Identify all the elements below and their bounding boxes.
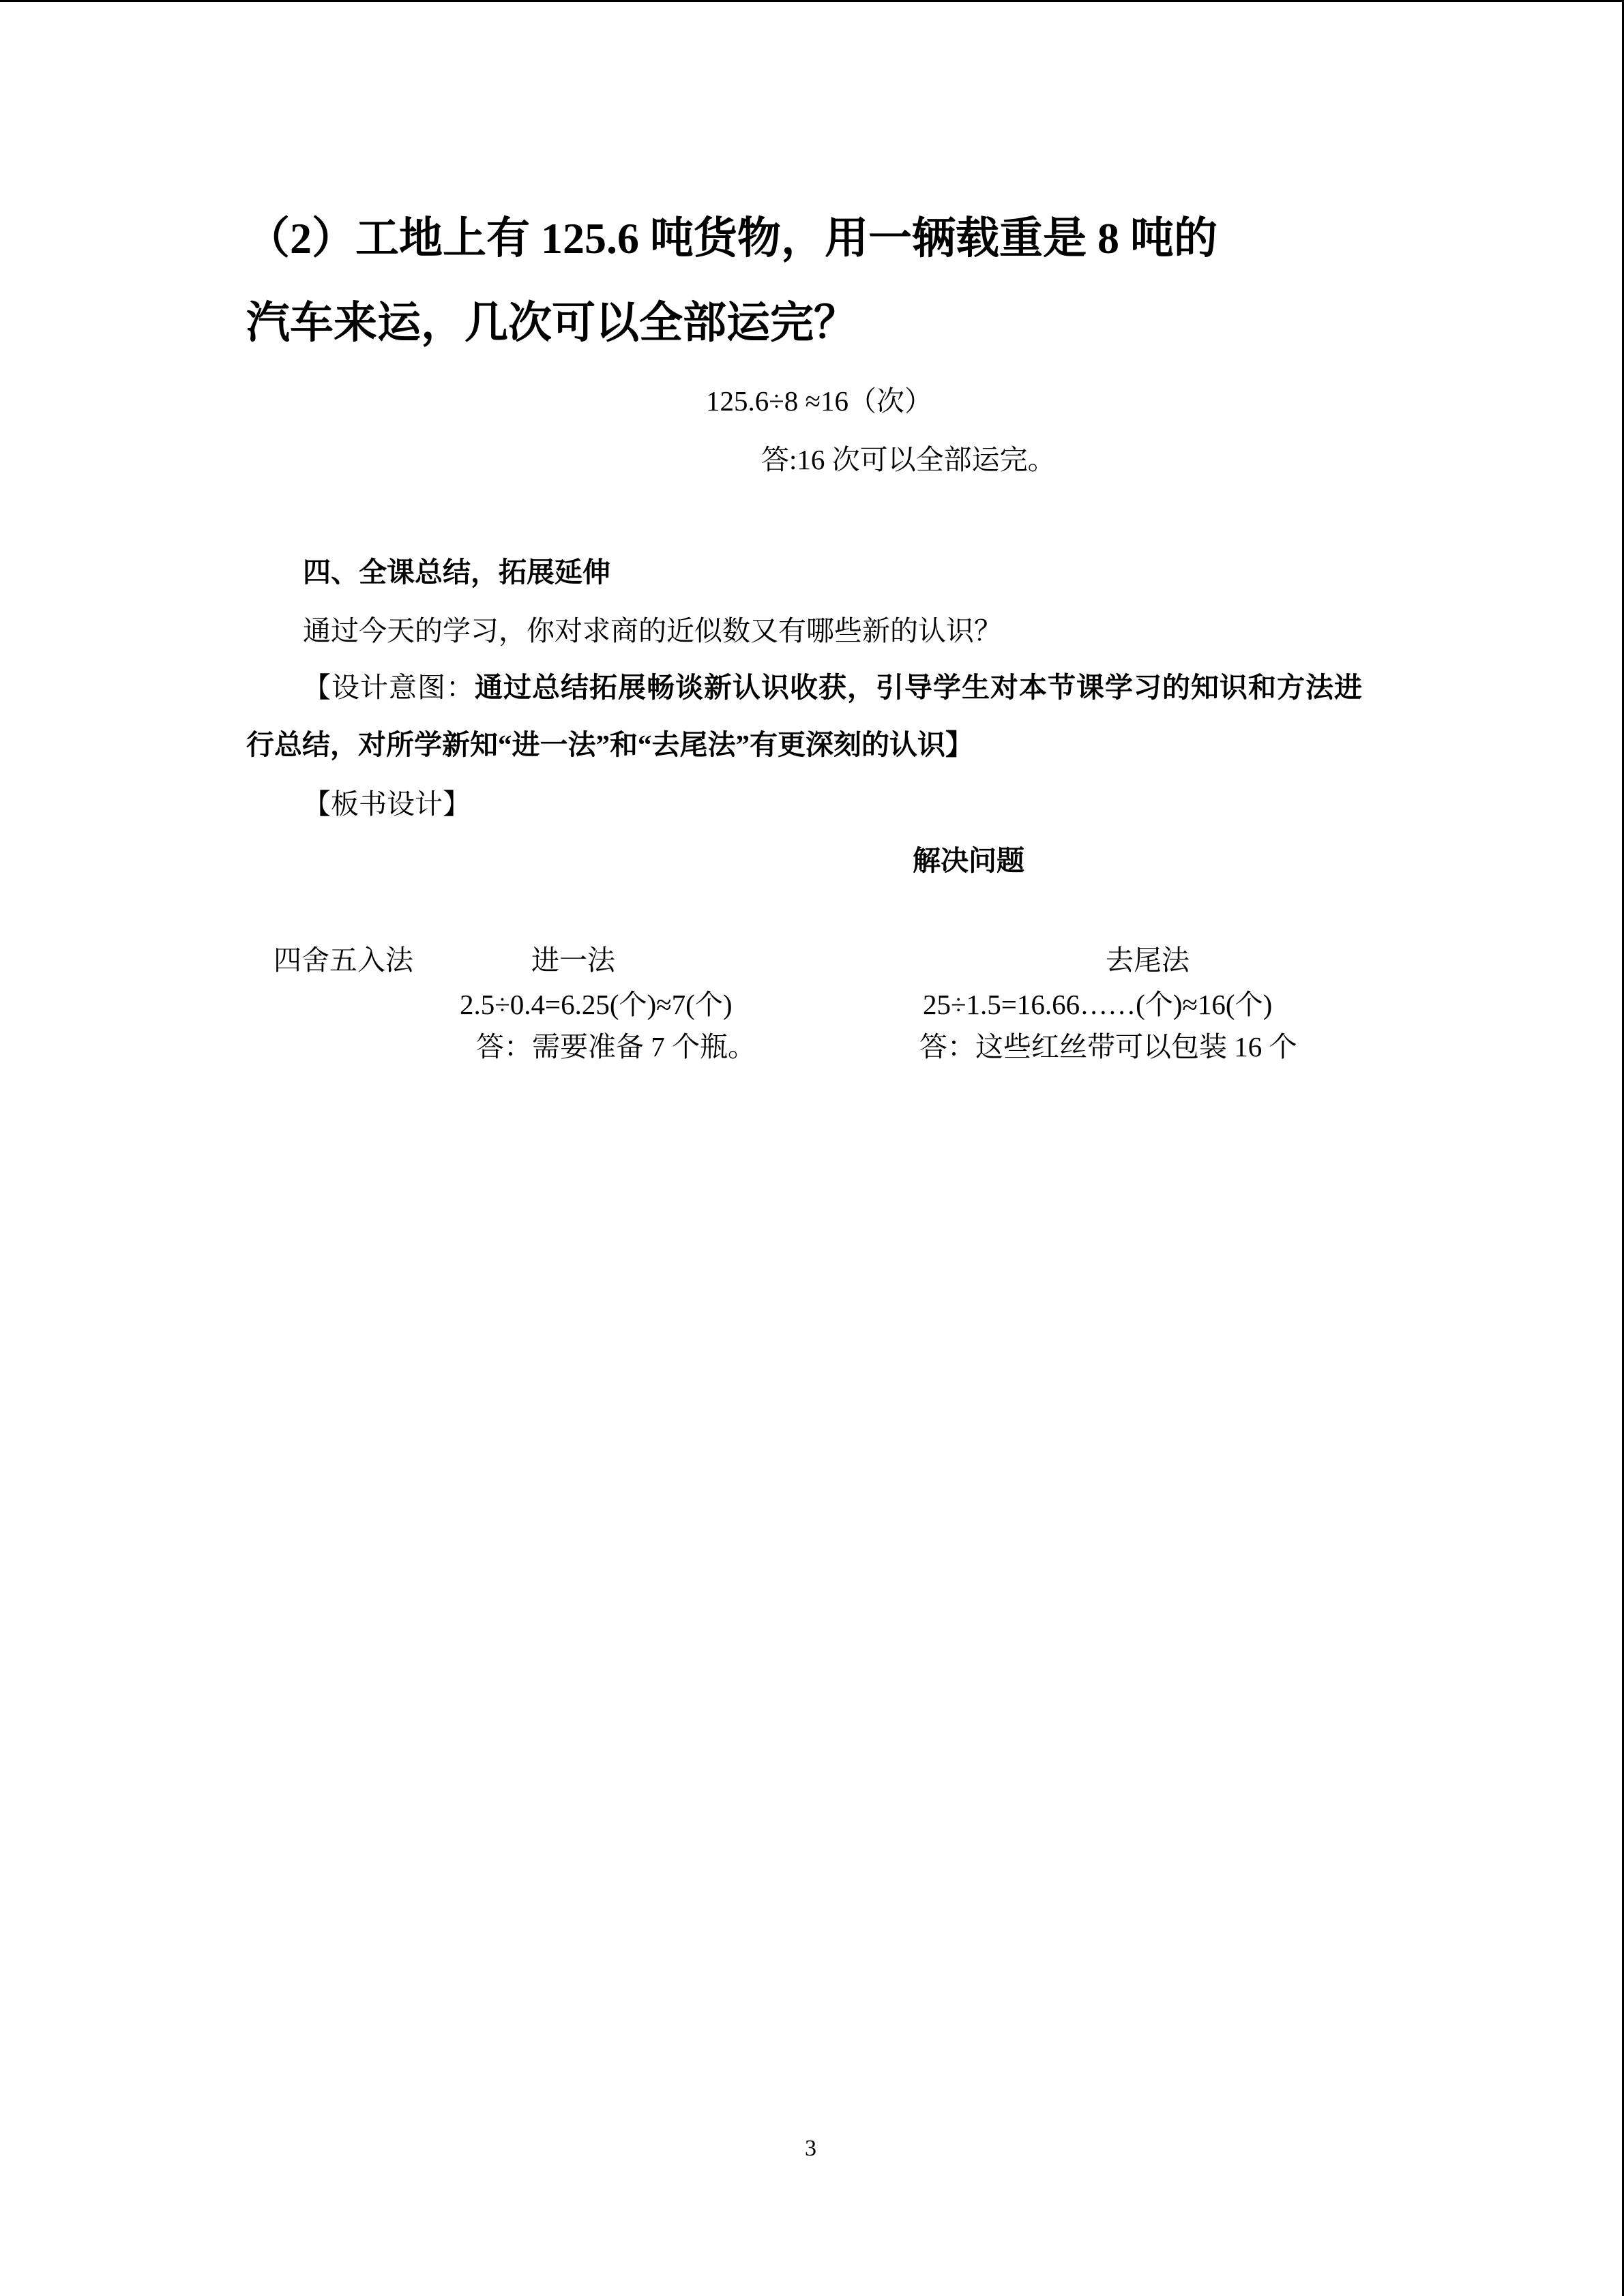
page-border-top xyxy=(0,0,1624,2)
design-intent-line-2: 行总结，对所学新知“进一法”和“去尾法”有更深刻的认识】 xyxy=(246,729,973,760)
problem-answer: 答:16 次可以全部运完。 xyxy=(761,444,1056,475)
board-round-up-label: 进一法 xyxy=(531,944,615,976)
design-intent-label: 【设计意图： xyxy=(303,672,475,703)
design-intent-line-1 xyxy=(303,674,1362,702)
board-round-up-answer: 答：需要准备 7 个瓶。 xyxy=(476,1031,756,1062)
board-title: 解决问题 xyxy=(913,845,1024,876)
problem-line-2: 汽车来运，几次可以全部运完？ xyxy=(246,299,857,347)
board-round-down-label: 去尾法 xyxy=(1106,944,1190,976)
section-title: 四、全课总结，拓展延伸 xyxy=(303,556,610,588)
board-round-down-answer: 答：这些红丝带可以包装 16 个 xyxy=(919,1031,1297,1062)
board-rounding-label: 四舍五入法 xyxy=(274,944,413,976)
design-intent-text-1: 通过总结拓展畅谈新认识收获，引导学生对本节课学习的知识和方法进 xyxy=(475,672,1362,703)
board-round-down-formula: 25÷1.5=16.66……(个)≈16(个) xyxy=(923,989,1273,1020)
page-number: 3 xyxy=(805,2136,816,2161)
board-round-up-formula: 2.5÷0.4=6.25(个)≈7(个) xyxy=(460,989,733,1020)
board-design-label: 【板书设计】 xyxy=(303,788,471,820)
section-question: 通过今天的学习，你对求商的近似数又有哪些新的认识？ xyxy=(303,615,1002,646)
problem-formula: 125.6÷8 ≈16（次） xyxy=(706,385,933,417)
problem-line-1: （2）工地上有 125.6 吨货物，用一辆载重是 8 吨的 xyxy=(246,214,1217,263)
